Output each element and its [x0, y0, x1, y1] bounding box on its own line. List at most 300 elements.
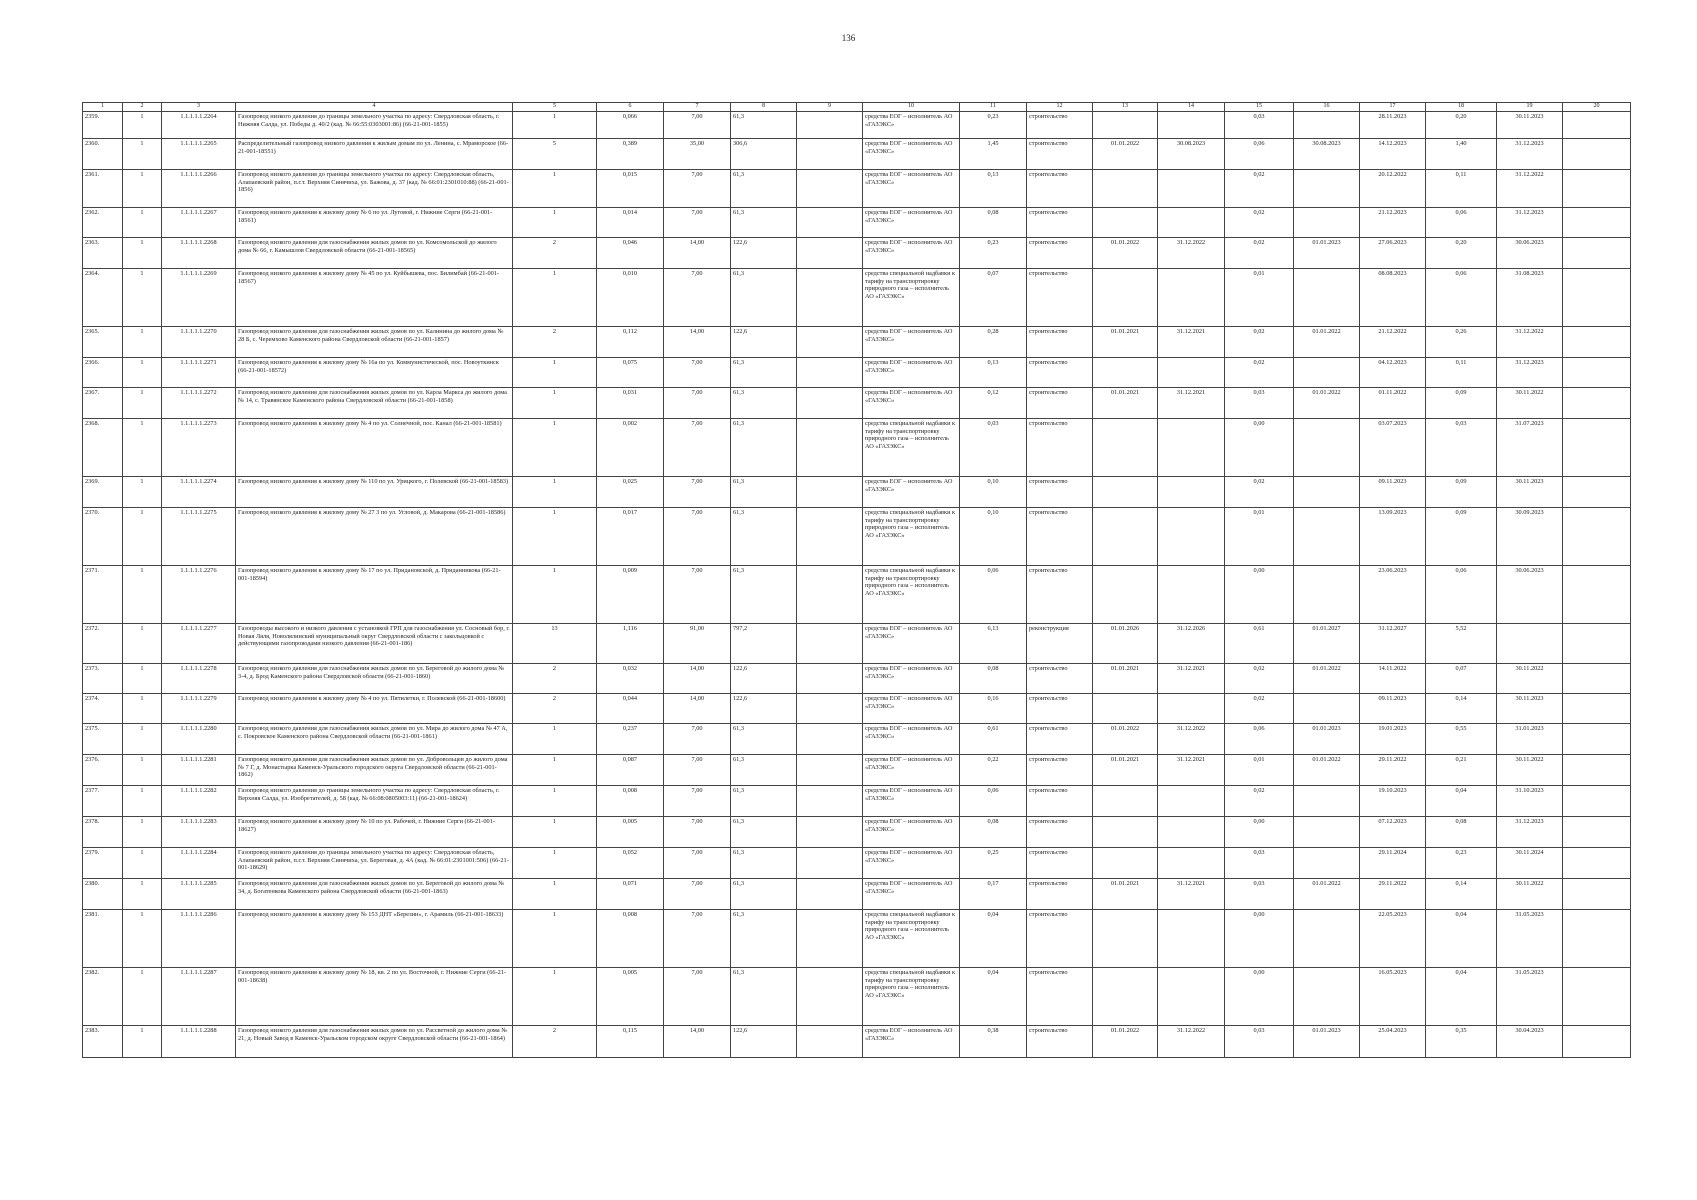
col2-value: 1 [123, 508, 162, 566]
col17-date: 21.12.2022 [1360, 327, 1426, 358]
col15-value: 0,02 [1225, 786, 1294, 817]
object-description: Газопровод низкого давления к жилому дому № 4 по ул. Солнечной, пос. Канал (66-21-001-18581) [236, 419, 513, 477]
col7-value: 7,00 [664, 112, 731, 139]
row-number: 2366. [83, 358, 123, 388]
col20-value [1563, 879, 1631, 910]
completion-date: 31.12.2023 [1497, 139, 1563, 170]
object-code: 1.1.1.1.1.2266 [162, 170, 236, 208]
column-header-19: 19 [1497, 103, 1563, 112]
col18-value: 0,20 [1426, 238, 1497, 269]
col9-value [797, 139, 863, 170]
col17-date: 29.11.2024 [1360, 848, 1426, 879]
col9-value [797, 817, 863, 848]
object-code: 1.1.1.1.1.2271 [162, 358, 236, 388]
completion-date: 30.11.2023 [1497, 477, 1563, 508]
col18-value: 0,09 [1426, 477, 1497, 508]
col18-value: 0,06 [1426, 208, 1497, 238]
length-km: 0,075 [597, 358, 664, 388]
col18-value: 0,14 [1426, 879, 1497, 910]
column-header-4: 4 [236, 103, 513, 112]
row-number: 2361. [83, 170, 123, 208]
financing-source: средства ЕОГ – исполнитель АО «ГАЗЭКС» [863, 817, 960, 848]
work-type: строительство [1027, 1026, 1093, 1058]
col18-value: 1,40 [1426, 139, 1497, 170]
object-description: Газопровод низкого давления для газоснабжения жилых домов по ул. Добровольцев до жилого дома № 7 Г, д. Монастырка Каменск-Уральского городского округа Свердловской области (66-21-001-1862) [236, 755, 513, 786]
col11-value: 0,13 [960, 170, 1027, 208]
col5-value: 1 [513, 755, 597, 786]
completion-date: 31.12.2022 [1497, 327, 1563, 358]
length-km: 0,032 [597, 664, 664, 694]
work-type: строительство [1027, 170, 1093, 208]
object-code: 1.1.1.1.1.2268 [162, 238, 236, 269]
end-date [1158, 358, 1225, 388]
column-header-8: 8 [731, 103, 797, 112]
col9-value [797, 238, 863, 269]
object-description: Газопровод низкого давления к жилому дому № 18, кв. 2 по ул. Восточной, г. Нижние Серги (66-21-001-18638) [236, 968, 513, 1026]
col16-date [1294, 269, 1360, 327]
financing-source: средства ЕОГ – исполнитель АО «ГАЗЭКС» [863, 112, 960, 139]
col15-value: 0,02 [1225, 170, 1294, 208]
work-type: строительство [1027, 112, 1093, 139]
table-row [83, 419, 1631, 477]
row-number: 2369. [83, 477, 123, 508]
col20-value [1563, 786, 1631, 817]
object-description: Газопровод низкого давления к жилому дому № 6 по ул. Луговой, г. Нижние Серги (66-21-001-18561) [236, 208, 513, 238]
completion-date: 31.07.2023 [1497, 419, 1563, 477]
work-type: строительство [1027, 269, 1093, 327]
length-km: 0,002 [597, 419, 664, 477]
start-date: 01.01.2021 [1093, 327, 1158, 358]
col7-value: 35,00 [664, 139, 731, 170]
col8-value: 122,6 [731, 1026, 797, 1058]
col16-date [1294, 786, 1360, 817]
column-header-2: 2 [123, 103, 162, 112]
col7-value: 7,00 [664, 419, 731, 477]
col16-date: 01.01.2022 [1294, 664, 1360, 694]
col15-value: 0,03 [1225, 388, 1294, 419]
col20-value [1563, 624, 1631, 664]
row-number: 2379. [83, 848, 123, 879]
start-date [1093, 170, 1158, 208]
object-code: 1.1.1.1.1.2285 [162, 879, 236, 910]
completion-date: 31.12.2023 [1497, 358, 1563, 388]
col9-value [797, 910, 863, 968]
col20-value [1563, 755, 1631, 786]
work-type: строительство [1027, 968, 1093, 1026]
col9-value [797, 694, 863, 724]
length-km: 0,005 [597, 968, 664, 1026]
column-number-row [83, 103, 1631, 112]
col7-value: 14,00 [664, 238, 731, 269]
col20-value [1563, 269, 1631, 327]
completion-date: 30.11.2022 [1497, 755, 1563, 786]
col18-value: 0,04 [1426, 786, 1497, 817]
col11-value: 0,08 [960, 664, 1027, 694]
object-description: Газопровод низкого давления для газоснабжения жилых домов по ул. Береговой до жилого дома № 34, д. Богатенкова Каменского района Свердловской области (66-21-001-1863) [236, 879, 513, 910]
column-header-12: 12 [1027, 103, 1093, 112]
table-row [83, 724, 1631, 755]
col11-value: 0,23 [960, 238, 1027, 269]
col11-value: 0,38 [960, 1026, 1027, 1058]
table-body [83, 112, 1631, 1058]
object-description: Газопровод низкого давления для газоснабжения жилых домов по ул. Береговой до жилого дома № 3-4, д. Брод Каменского района Свердловской области (66-21-001-1860) [236, 664, 513, 694]
col15-value: 0,03 [1225, 848, 1294, 879]
col2-value: 1 [123, 477, 162, 508]
col18-value: 0,55 [1426, 724, 1497, 755]
col7-value: 7,00 [664, 879, 731, 910]
row-number: 2374. [83, 694, 123, 724]
col15-value: 0,01 [1225, 755, 1294, 786]
col7-value: 7,00 [664, 508, 731, 566]
col17-date: 27.06.2023 [1360, 238, 1426, 269]
col2-value: 1 [123, 694, 162, 724]
financing-source: средства специальной надбавки к тарифу на транспортировку природного газа – исполнитель АО «ГАЗЭКС» [863, 968, 960, 1026]
start-date [1093, 968, 1158, 1026]
col9-value [797, 208, 863, 238]
col17-date: 19.10.2023 [1360, 786, 1426, 817]
end-date: 31.12.2026 [1158, 624, 1225, 664]
col16-date [1294, 208, 1360, 238]
length-km: 0,014 [597, 208, 664, 238]
col17-date: 09.11.2023 [1360, 694, 1426, 724]
work-type: строительство [1027, 139, 1093, 170]
col20-value [1563, 1026, 1631, 1058]
col15-value: 0,02 [1225, 327, 1294, 358]
end-date [1158, 269, 1225, 327]
col11-value: 6,13 [960, 624, 1027, 664]
work-type: строительство [1027, 664, 1093, 694]
col8-value: 61,3 [731, 817, 797, 848]
length-km: 0,017 [597, 508, 664, 566]
col17-date: 13.09.2023 [1360, 508, 1426, 566]
col5-value: 1 [513, 968, 597, 1026]
col16-date [1294, 170, 1360, 208]
col2-value: 1 [123, 968, 162, 1026]
col2-value: 1 [123, 755, 162, 786]
column-header-13: 13 [1093, 103, 1158, 112]
col2-value: 1 [123, 419, 162, 477]
start-date: 01.01.2021 [1093, 388, 1158, 419]
col5-value: 1 [513, 269, 597, 327]
object-description: Газопровод низкого давления к жилому дому № 17 по ул. Придановской, д. Приданникова (66-21-001-18594) [236, 566, 513, 624]
object-code: 1.1.1.1.1.2278 [162, 664, 236, 694]
col7-value: 14,00 [664, 1026, 731, 1058]
column-header-17: 17 [1360, 103, 1426, 112]
col17-date: 03.07.2023 [1360, 419, 1426, 477]
table-row [83, 208, 1631, 238]
length-km: 0,009 [597, 566, 664, 624]
table-row [83, 327, 1631, 358]
completion-date: 30.04.2023 [1497, 1026, 1563, 1058]
col20-value [1563, 139, 1631, 170]
financing-source: средства специальной надбавки к тарифу на транспортировку природного газа – исполнитель АО «ГАЗЭКС» [863, 566, 960, 624]
financing-source: средства ЕОГ – исполнитель АО «ГАЗЭКС» [863, 848, 960, 879]
start-date [1093, 508, 1158, 566]
start-date: 01.01.2021 [1093, 755, 1158, 786]
col8-value: 61,3 [731, 755, 797, 786]
col15-value: 0,01 [1225, 269, 1294, 327]
completion-date: 30.11.2024 [1497, 848, 1563, 879]
col18-value: 0,14 [1426, 694, 1497, 724]
row-number: 2376. [83, 755, 123, 786]
col20-value [1563, 724, 1631, 755]
row-number: 2382. [83, 968, 123, 1026]
col7-value: 14,00 [664, 664, 731, 694]
start-date [1093, 358, 1158, 388]
financing-source: средства ЕОГ – исполнитель АО «ГАЗЭКС» [863, 327, 960, 358]
col17-date: 14.12.2023 [1360, 139, 1426, 170]
col8-value: 61,3 [731, 269, 797, 327]
col8-value: 306,6 [731, 139, 797, 170]
col20-value [1563, 238, 1631, 269]
work-type: строительство [1027, 879, 1093, 910]
col2-value: 1 [123, 848, 162, 879]
col16-date: 01.01.2022 [1294, 388, 1360, 419]
col11-value: 0,04 [960, 910, 1027, 968]
column-header-14: 14 [1158, 103, 1225, 112]
col9-value [797, 112, 863, 139]
length-km: 0,071 [597, 879, 664, 910]
table-row [83, 269, 1631, 327]
row-number: 2373. [83, 664, 123, 694]
col2-value: 1 [123, 269, 162, 327]
object-code: 1.1.1.1.1.2288 [162, 1026, 236, 1058]
col2-value: 1 [123, 624, 162, 664]
table-row [83, 477, 1631, 508]
col7-value: 7,00 [664, 388, 731, 419]
column-header-5: 5 [513, 103, 597, 112]
col2-value: 1 [123, 910, 162, 968]
page-number: 136 [841, 33, 856, 43]
col11-value: 0,17 [960, 879, 1027, 910]
col16-date [1294, 358, 1360, 388]
col9-value [797, 419, 863, 477]
col11-value: 0,13 [960, 358, 1027, 388]
completion-date: 30.11.2022 [1497, 388, 1563, 419]
row-number: 2378. [83, 817, 123, 848]
financing-source: средства специальной надбавки к тарифу на транспортировку природного газа – исполнитель АО «ГАЗЭКС» [863, 508, 960, 566]
completion-date: 31.05.2023 [1497, 968, 1563, 1026]
col8-value: 61,3 [731, 358, 797, 388]
col15-value: 0,02 [1225, 358, 1294, 388]
financing-source: средства ЕОГ – исполнитель АО «ГАЗЭКС» [863, 664, 960, 694]
start-date [1093, 848, 1158, 879]
start-date [1093, 910, 1158, 968]
col17-date: 09.11.2023 [1360, 477, 1426, 508]
col8-value: 797,2 [731, 624, 797, 664]
financing-source: средства ЕОГ – исполнитель АО «ГАЗЭКС» [863, 139, 960, 170]
col9-value [797, 327, 863, 358]
col20-value [1563, 817, 1631, 848]
object-code: 1.1.1.1.1.2270 [162, 327, 236, 358]
end-date [1158, 208, 1225, 238]
col16-date [1294, 566, 1360, 624]
col15-value: 0,02 [1225, 664, 1294, 694]
length-km: 0,031 [597, 388, 664, 419]
col5-value: 1 [513, 817, 597, 848]
start-date: 01.01.2026 [1093, 624, 1158, 664]
col9-value [797, 566, 863, 624]
col20-value [1563, 419, 1631, 477]
object-code: 1.1.1.1.1.2284 [162, 848, 236, 879]
table-row [83, 786, 1631, 817]
col17-date: 29.11.2022 [1360, 755, 1426, 786]
col20-value [1563, 508, 1631, 566]
end-date [1158, 566, 1225, 624]
end-date: 30.08.2023 [1158, 139, 1225, 170]
object-code: 1.1.1.1.1.2272 [162, 388, 236, 419]
end-date [1158, 848, 1225, 879]
col5-value: 1 [513, 508, 597, 566]
col18-value: 0,20 [1426, 112, 1497, 139]
col9-value [797, 477, 863, 508]
col15-value: 0,02 [1225, 477, 1294, 508]
col5-value: 2 [513, 238, 597, 269]
col16-date [1294, 419, 1360, 477]
table-row [83, 910, 1631, 968]
col18-value: 0,35 [1426, 1026, 1497, 1058]
col5-value: 1 [513, 388, 597, 419]
end-date [1158, 817, 1225, 848]
object-description: Газопровод низкого давления к жилому дому № 10 по ул. Рабочей, г. Нижние Серги (66-21-001-18627) [236, 817, 513, 848]
col16-date [1294, 508, 1360, 566]
col8-value: 61,3 [731, 566, 797, 624]
col15-value: 0,00 [1225, 910, 1294, 968]
col15-value: 0,06 [1225, 724, 1294, 755]
col17-date: 08.08.2023 [1360, 269, 1426, 327]
col16-date: 01.01.2023 [1294, 238, 1360, 269]
col11-value: 0,10 [960, 508, 1027, 566]
col18-value: 0,07 [1426, 664, 1497, 694]
financing-source: средства ЕОГ – исполнитель АО «ГАЗЭКС» [863, 358, 960, 388]
col8-value: 61,3 [731, 477, 797, 508]
col17-date: 16.05.2023 [1360, 968, 1426, 1026]
financing-source: средства ЕОГ – исполнитель АО «ГАЗЭКС» [863, 724, 960, 755]
work-type: строительство [1027, 848, 1093, 879]
end-date: 31.12.2022 [1158, 1026, 1225, 1058]
col2-value: 1 [123, 358, 162, 388]
col2-value: 1 [123, 208, 162, 238]
object-description: Газопровод низкого давления к жилому дому № 27 3 по ул. Угловой, д. Макарова (66-21-001-18586) [236, 508, 513, 566]
object-description: Газопровод низкого давления для газоснабжения жилых домов по ул. Мира до жилого дома № 47 А, с. Покровское Каменского района Свердловской области (66-21-001-1861) [236, 724, 513, 755]
work-type: строительство [1027, 910, 1093, 968]
work-type: строительство [1027, 477, 1093, 508]
column-header-10: 10 [863, 103, 960, 112]
col11-value: 0,23 [960, 112, 1027, 139]
col17-date: 31.12.2027 [1360, 624, 1426, 664]
col9-value [797, 1026, 863, 1058]
col20-value [1563, 968, 1631, 1026]
col16-date: 01.01.2022 [1294, 327, 1360, 358]
col7-value: 7,00 [664, 755, 731, 786]
table-row [83, 817, 1631, 848]
work-type: строительство [1027, 817, 1093, 848]
object-code: 1.1.1.1.1.2286 [162, 910, 236, 968]
object-description: Газопровод низкого давления к жилому дому № 110 по ул. Урицкого, г. Полевской (66-21-001-18583) [236, 477, 513, 508]
col18-value: 0,09 [1426, 388, 1497, 419]
col11-value: 0,22 [960, 755, 1027, 786]
col11-value: 0,12 [960, 388, 1027, 419]
end-date [1158, 786, 1225, 817]
col8-value: 61,3 [731, 786, 797, 817]
row-number: 2377. [83, 786, 123, 817]
length-km: 0,115 [597, 1026, 664, 1058]
col9-value [797, 968, 863, 1026]
col5-value: 1 [513, 358, 597, 388]
col8-value: 122,6 [731, 238, 797, 269]
col7-value: 91,00 [664, 624, 731, 664]
object-code: 1.1.1.1.1.2283 [162, 817, 236, 848]
financing-source: средства ЕОГ – исполнитель АО «ГАЗЭКС» [863, 388, 960, 419]
row-number: 2359. [83, 112, 123, 139]
col15-value: 0,00 [1225, 968, 1294, 1026]
col9-value [797, 388, 863, 419]
col5-value: 13 [513, 624, 597, 664]
col15-value: 0,03 [1225, 1026, 1294, 1058]
object-description: Газопровод низкого давления для газоснабжения жилых домов по ул. Рассветной до жилого дома № 21, д. Новый Завод в Каменск-Уральском городском округе Свердловской области (66-21-001-1864) [236, 1026, 513, 1058]
col7-value: 7,00 [664, 477, 731, 508]
length-km: 0,025 [597, 477, 664, 508]
col17-date: 22.05.2023 [1360, 910, 1426, 968]
object-code: 1.1.1.1.1.2265 [162, 139, 236, 170]
length-km: 0,087 [597, 755, 664, 786]
object-description: Газопровод низкого давления к жилому дому № 153 ДНТ «Березин», г. Арамиль (66-21-001-18633) [236, 910, 513, 968]
financing-source: средства ЕОГ – исполнитель АО «ГАЗЭКС» [863, 477, 960, 508]
col8-value: 122,6 [731, 327, 797, 358]
col2-value: 1 [123, 817, 162, 848]
object-description: Газопровод низкого давления до границы земельного участка по адресу: Свердловская область, г. Верхняя Салда, ул. Изобретателей, д. 58 (кад. № 66:08:0805003:11) (66-21-001-18624) [236, 786, 513, 817]
length-km: 0,044 [597, 694, 664, 724]
col7-value: 7,00 [664, 848, 731, 879]
col9-value [797, 755, 863, 786]
object-description: Газопровод низкого давления к жилому дому № 45 по ул. Куйбышева, пос. Билимбай (66-21-001-18567) [236, 269, 513, 327]
col8-value: 61,3 [731, 388, 797, 419]
object-description: Газопровод низкого давления до границы земельного участка по адресу: Свердловская область, Алапаевский район, п.г.т. Верхняя Синячиха, ул. Береговая, д. 4А (кад. № 66:01:2301001:506) (66-21-001-18629) [236, 848, 513, 879]
col8-value: 61,3 [731, 508, 797, 566]
col2-value: 1 [123, 327, 162, 358]
start-date [1093, 566, 1158, 624]
col9-value [797, 269, 863, 327]
row-number: 2364. [83, 269, 123, 327]
col20-value [1563, 388, 1631, 419]
col7-value: 7,00 [664, 817, 731, 848]
row-number: 2375. [83, 724, 123, 755]
col11-value: 0,25 [960, 848, 1027, 879]
object-code: 1.1.1.1.1.2277 [162, 624, 236, 664]
end-date [1158, 694, 1225, 724]
row-number: 2383. [83, 1026, 123, 1058]
col16-date [1294, 910, 1360, 968]
object-code: 1.1.1.1.1.2279 [162, 694, 236, 724]
row-number: 2380. [83, 879, 123, 910]
work-type: строительство [1027, 508, 1093, 566]
col5-value: 1 [513, 112, 597, 139]
col9-value [797, 879, 863, 910]
col2-value: 1 [123, 1026, 162, 1058]
col15-value: 0,02 [1225, 694, 1294, 724]
length-km: 0,010 [597, 269, 664, 327]
work-type: строительство [1027, 786, 1093, 817]
object-description: Газопровод низкого давления к жилому дому № 16а по ул. Коммунистической, пос. Новоуткинск (66-21-001-18572) [236, 358, 513, 388]
end-date: 31.12.2021 [1158, 664, 1225, 694]
column-header-15: 15 [1225, 103, 1294, 112]
col8-value: 61,3 [731, 170, 797, 208]
object-code: 1.1.1.1.1.2276 [162, 566, 236, 624]
end-date [1158, 968, 1225, 1026]
work-type: строительство [1027, 327, 1093, 358]
work-type: строительство [1027, 724, 1093, 755]
col2-value: 1 [123, 139, 162, 170]
